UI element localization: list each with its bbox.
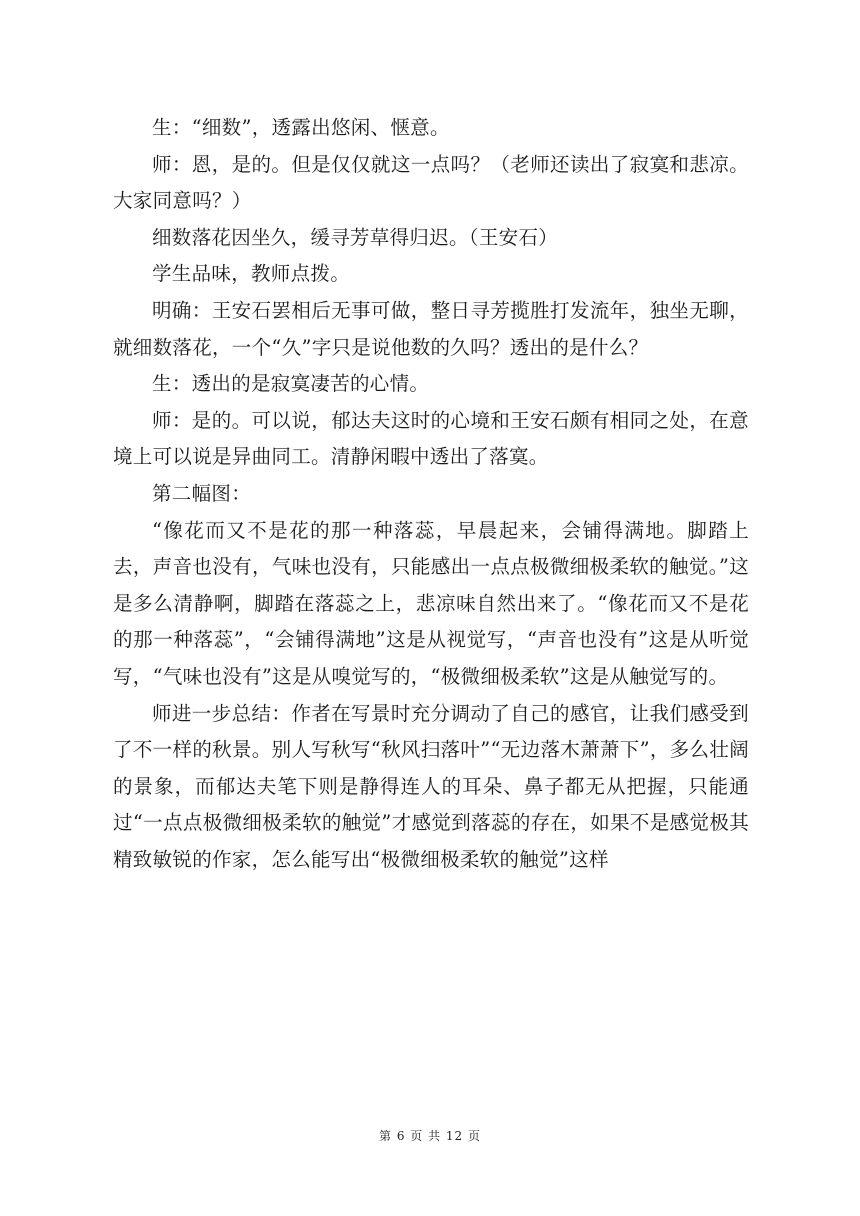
paragraph-second-picture-heading: 第二幅图： bbox=[152, 481, 252, 505]
paragraph-student-response: 生：透出的是寂寞凄苦的心情。 bbox=[152, 372, 430, 396]
paragraph-clarification: 明确：王安石罢相后无事可做，整日寻芳揽胜打发流年，独坐无聊，就细数落花，一个“久”字只是说他数的久吗？透出的是什么？ bbox=[113, 298, 749, 359]
document-body bbox=[113, 110, 749, 878]
paragraph-poem-quote: 细数落花因坐久，缓寻芳草得归迟。（王安石） bbox=[152, 225, 559, 249]
page-number-footer: 第 6 页 共 12 页 bbox=[379, 1129, 481, 1143]
paragraph-student-answer: 生：“细数”，透露出悠闲、惬意。 bbox=[152, 116, 450, 139]
paragraph-second-picture-analysis: “像花而又不是花的那一种落蕊，早晨起来，会铺得满地。脚踏上去，声音也没有，气味也没有，只能感出一点点极微细极柔软的触觉。”这是多么清静啊，脚踏在落蕊之上，悲凉味自然出来了。“像花而又不是花的那一种落蕊”，“会铺得满地”这是从视觉写，“声音也没有”这是从听觉写，“气味也没有”这是从嗅觉写的，“极微细极柔软”这是从触觉写的。 bbox=[113, 518, 749, 688]
paragraph-teacher-question: 师：恩，是的。但是仅仅就这一点吗？（老师还读出了寂寞和悲凉。大家同意吗？） bbox=[113, 152, 749, 213]
paragraph-teacher-summary: 师进一步总结：作者在写景时充分调动了自己的感官，让我们感受到了不一样的秋景。别人写秋写“秋风扫落叶”“无边落木萧萧下”，多么壮阔的景象，而郁达夫笔下则是静得连人的耳朵、鼻子都无从把握，只能通过“一点点极微细极柔软的触觉”才感觉到落蕊的存在，如果不是感觉极其精致敏锐的作家，怎么能写出“极微细极柔软的触觉”这样 bbox=[113, 701, 749, 871]
paragraph-teacher-comment: 师：是的。可以说，郁达夫这时的心境和王安石颇有相同之处，在意境上可以说是异曲同工。清静闲暇中透出了落寞。 bbox=[113, 408, 749, 469]
paragraph-student-discussion: 学生品味，教师点拨。 bbox=[152, 262, 351, 286]
